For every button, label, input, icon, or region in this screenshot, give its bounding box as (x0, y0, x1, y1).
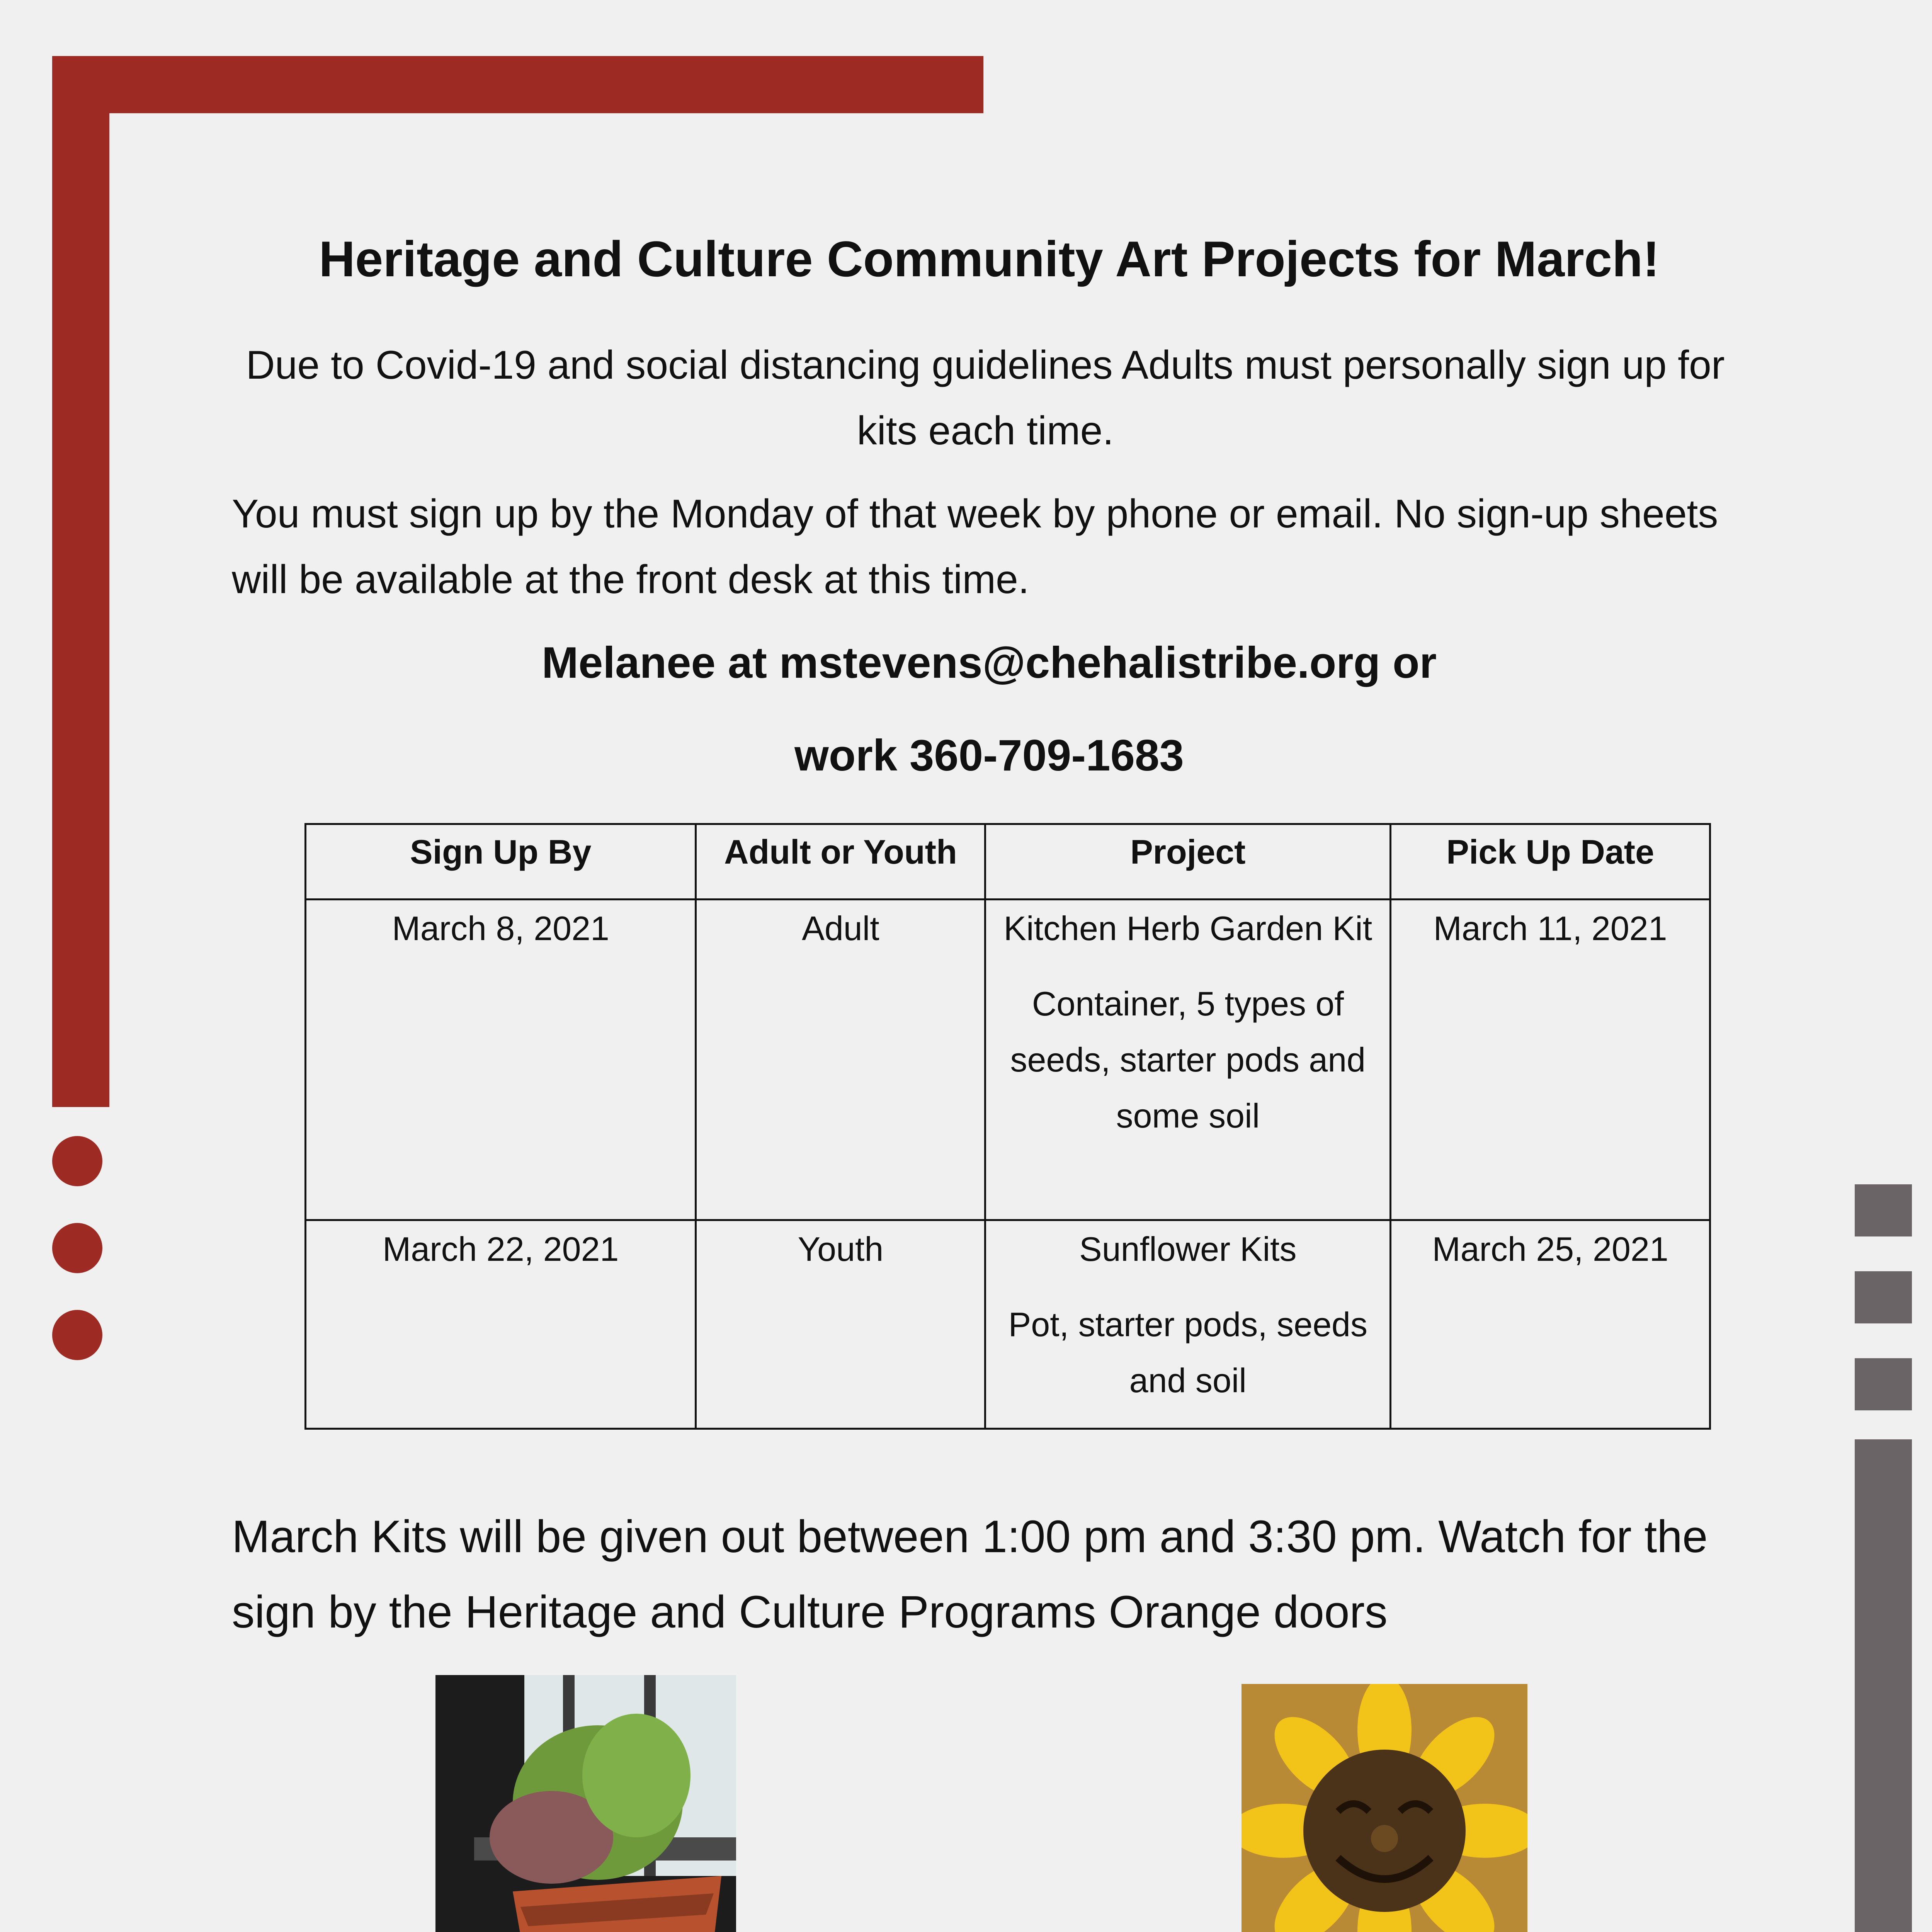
grey-square (1855, 1184, 1912, 1236)
red-dot (52, 1136, 102, 1186)
project-cell (985, 900, 1391, 1220)
pick-up-date-cell: March 11, 2021 (1391, 900, 1710, 1220)
grey-square (1855, 1358, 1912, 1410)
page-title: Heritage and Culture Community Art Projects for March! (319, 231, 1660, 287)
project-name: Kitchen Herb Garden Kit (1003, 909, 1372, 947)
audience-cell: Adult (696, 900, 985, 1220)
herb-planter-illustration (435, 1675, 736, 1932)
header-project: Project (985, 824, 1391, 900)
project-name: Sunflower Kits (1079, 1230, 1297, 1268)
schedule-table (304, 823, 1711, 1430)
red-dot (52, 1223, 102, 1273)
project-details: Container, 5 types of seeds, starter pods and some soil (1010, 985, 1366, 1135)
contact-email-line: Melanee at mstevens@chehalistribe.org or (542, 638, 1437, 687)
table-row (306, 900, 1710, 1220)
header-pick-up-date: Pick Up Date (1391, 824, 1710, 900)
audience-cell: Youth (696, 1220, 985, 1429)
project-details: Pot, starter pods, seeds and soil (1008, 1305, 1367, 1400)
red-corner-side-bar (52, 56, 109, 1107)
intro-text: Due to Covid-19 and social distancing guidelines Adults must personally sign up for kits each time. (246, 343, 1725, 453)
signup-note: You must sign up by the Monday of that week by phone or email. No sign-up sheets will be available at the front desk at this time. (232, 492, 1718, 602)
sunflower-icon (1242, 1684, 1527, 1932)
grey-square (1855, 1271, 1912, 1323)
table-row (306, 1220, 1710, 1429)
contact-phone-line: work 360-709-1683 (794, 731, 1184, 780)
table-header-row (306, 824, 1710, 900)
red-corner-top-bar (52, 56, 983, 113)
red-dot (52, 1310, 102, 1360)
header-sign-up-by: Sign Up By (306, 824, 696, 900)
pick-up-date-cell: March 25, 2021 (1391, 1220, 1710, 1429)
sign-up-by-cell: March 8, 2021 (306, 900, 696, 1220)
grey-corner-side-bar (1855, 1439, 1912, 1932)
project-cell (985, 1220, 1391, 1429)
sign-up-by-cell: March 22, 2021 (306, 1220, 696, 1429)
header-adult-or-youth: Adult or Youth (696, 824, 985, 900)
smiling-sunflower-photo (1242, 1684, 1527, 1932)
herb-planter-photo (435, 1675, 736, 1932)
kits-pickup-note: March Kits will be given out between 1:00 pm and 3:30 pm. Watch for the sign by the Heritage and Culture Programs Orange doors (232, 1511, 1708, 1638)
